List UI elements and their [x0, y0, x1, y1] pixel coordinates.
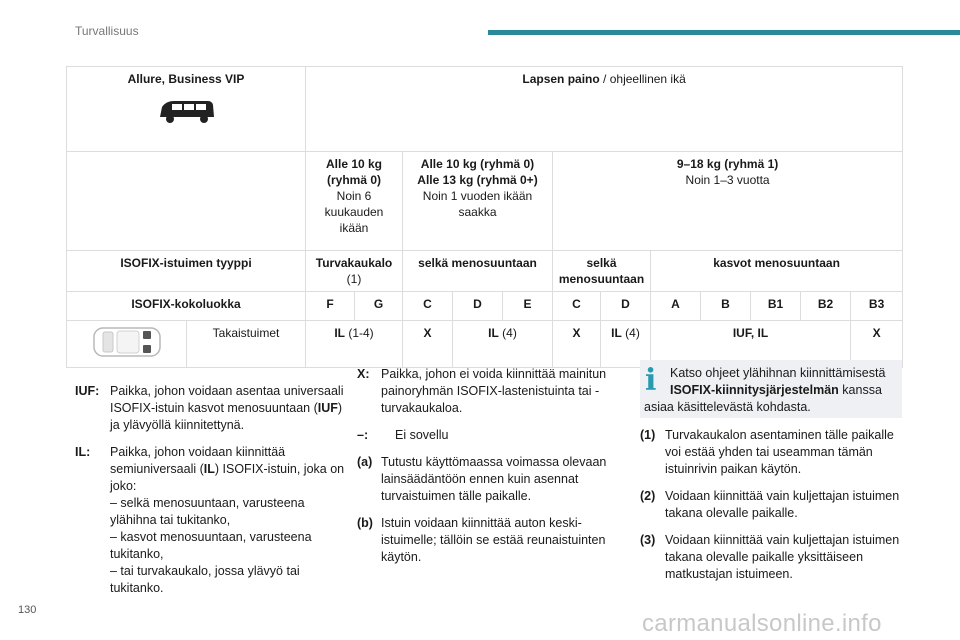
weight-header-rest: / ohjeellinen ikä — [599, 72, 686, 86]
class-value: B — [721, 297, 730, 311]
group-0-title: Alle 10 kg (ryhmä 0) — [325, 157, 383, 187]
definitions-column-2 — [357, 366, 629, 576]
page-number: 130 — [18, 604, 37, 616]
definitions-column-1 — [75, 383, 345, 607]
footnote-item — [640, 488, 902, 522]
class-cell — [651, 292, 701, 321]
value-bold: X — [572, 326, 581, 340]
info-icon: i — [645, 363, 657, 398]
group-0plus-title-1: Alle 10 kg (ryhmä 0) — [420, 157, 535, 171]
class-value: F — [326, 297, 334, 311]
definition-text — [110, 444, 345, 495]
value-bold: IL — [334, 326, 345, 340]
definition-term: –: — [357, 428, 369, 442]
watermark: carmanualsonline.info — [642, 610, 882, 637]
definition-item — [75, 444, 345, 597]
footnotes-column — [640, 427, 902, 593]
type-1-bold: Turvakaukalo — [315, 256, 393, 270]
class-value: D — [621, 297, 630, 311]
text-part: kanssa — [838, 383, 882, 397]
definition-item — [357, 427, 629, 444]
class-value: G — [373, 297, 384, 311]
type-3-bold: selkä menosuuntaan — [558, 256, 645, 286]
class-value: A — [671, 297, 680, 311]
type-cell-2 — [403, 251, 553, 292]
type-2-bold: selkä menosuuntaan — [418, 256, 537, 270]
class-cell — [851, 292, 903, 321]
group-0plus-title-2: Alle 13 kg (ryhmä 0+) — [417, 173, 538, 187]
text-part: Paikka, johon voidaan kiinnittää semiuniversaali ( — [110, 445, 286, 476]
class-value: C — [423, 297, 432, 311]
definition-term: (b) — [357, 516, 373, 530]
class-cell — [601, 292, 651, 321]
seat-diagram-cell — [67, 321, 187, 368]
value-note: (1-4) — [345, 326, 374, 340]
type-4-bold: kasvot menosuuntaan — [713, 256, 840, 270]
definition-text — [110, 383, 345, 434]
car-top-view-icon — [91, 325, 163, 359]
model-cell — [67, 67, 306, 152]
group-1-age: Noin 1–3 vuotta — [685, 173, 770, 187]
list-item: – kasvot menosuuntaan, varusteena tukitanko, — [110, 530, 312, 561]
info-text — [670, 365, 896, 399]
class-cell — [801, 292, 851, 321]
group-0plus-age: Noin 1 vuoden ikään saakka — [422, 189, 533, 219]
van-side-icon — [156, 97, 216, 127]
class-cell — [553, 292, 601, 321]
definition-text: Istuin voidaan kiinnittää auton keski-istuimelle; tällöin se estää reunaistuinten käytön. — [381, 516, 606, 564]
type-cell-4 — [651, 251, 903, 292]
definition-text: Ei sovellu — [395, 428, 449, 442]
definition-term: IUF: — [75, 384, 100, 398]
type-cell-3 — [553, 251, 651, 292]
class-label: ISOFIX-kokoluokka — [131, 297, 241, 311]
footnote-text: Voidaan kiinnittää vain kuljettajan istuimen takana olevalle paikalle yksittäiseen matkustajan istuimeen. — [665, 533, 900, 581]
list-item: – tai turvakaukalo, jossa ylävyö tai tukitanko. — [110, 564, 300, 595]
value-cell — [553, 321, 601, 368]
isofix-table — [66, 66, 903, 368]
class-cell — [355, 292, 403, 321]
definition-item — [357, 515, 629, 566]
class-label-cell — [67, 292, 306, 321]
footnote-text: Turvakaukalon asentaminen tälle paikalle voi estää yhden tai useamman tämän istuinrivin paikan käytön. — [665, 428, 894, 476]
text-part: Paikka, johon voidaan asentaa universaali ISOFIX-istuin kasvot menosuuntaan ( — [110, 384, 344, 415]
info-box — [640, 360, 902, 418]
class-cell — [453, 292, 503, 321]
value-bold: X — [423, 326, 432, 340]
value-bold: IUF, IL — [732, 326, 769, 340]
type-1-note: (1) — [346, 272, 362, 286]
text-part: Katso ohjeet ylähihnan kiinnittämisestä — [670, 366, 886, 380]
group-0plus-cell — [403, 152, 553, 251]
value-cell — [403, 321, 453, 368]
group-0-cell — [306, 152, 403, 251]
footnote-term: (1) — [640, 428, 656, 442]
definition-text: Paikka, johon ei voida kiinnittää mainitun painoryhmän ISOFIX-lastenistuinta tai -turvakaukaloa. — [381, 367, 607, 415]
class-value: E — [523, 297, 532, 311]
class-value: B3 — [868, 297, 885, 311]
value-cell — [306, 321, 403, 368]
definition-item — [357, 454, 629, 505]
class-cell — [306, 292, 355, 321]
type-cell-1 — [306, 251, 403, 292]
list-item: – selkä menosuuntaan, varusteena ylähihna tai tukitanko, — [110, 496, 305, 527]
definition-term: IL: — [75, 445, 91, 459]
class-value: D — [473, 297, 482, 311]
footnote-text: Voidaan kiinnittää vain kuljettajan istuimen takana olevalle paikalle. — [665, 489, 900, 520]
footnote-item — [640, 427, 902, 478]
footnote-item — [640, 532, 902, 583]
value-bold: IL — [488, 326, 499, 340]
text-part: ) ISOFIX-istuin, joka on joko: — [110, 462, 345, 493]
group-1-title: 9–18 kg (ryhmä 1) — [676, 157, 779, 171]
footnote-term: (2) — [640, 489, 656, 503]
class-cell — [751, 292, 801, 321]
value-note: (4) — [621, 326, 640, 340]
type-label: ISOFIX-istuimen tyyppi — [120, 256, 252, 270]
definition-item — [357, 366, 629, 417]
model-label: Allure, Business VIP — [127, 72, 245, 86]
value-bold: IL — [611, 326, 622, 340]
class-cell — [403, 292, 453, 321]
class-value: B2 — [817, 297, 834, 311]
definition-text: Tutustu käyttömaassa voimassa olevaan lainsäädäntöön ennen kuin asennat turvaistuimen tälle paikalle. — [381, 455, 607, 503]
value-cell — [453, 321, 553, 368]
section-header: Turvallisuus — [75, 24, 139, 38]
text-bold: IL — [203, 462, 215, 476]
text-bold: IUF — [317, 401, 338, 415]
class-value: C — [572, 297, 581, 311]
value-note: (4) — [498, 326, 517, 340]
weight-header-bold: Lapsen paino — [522, 72, 600, 86]
footnote-term: (3) — [640, 533, 656, 547]
type-label-cell — [67, 251, 306, 292]
group-0-age: Noin 6 kuukauden ikään — [324, 189, 384, 235]
seat-label: Takaistuimet — [212, 326, 280, 340]
weight-header-cell — [306, 67, 903, 152]
text-bold: ISOFIX-kiinnitysjärjestelmän — [670, 383, 839, 397]
class-value: B1 — [767, 297, 784, 311]
value-bold: X — [872, 326, 881, 340]
definition-term: X: — [357, 367, 370, 381]
header-accent-bar — [488, 30, 960, 35]
group-1-cell — [553, 152, 903, 251]
class-cell — [701, 292, 751, 321]
seat-label-cell — [187, 321, 306, 368]
info-text-line-2: asiaa käsittelevästä kohdasta. — [644, 400, 811, 414]
text-part: ) ja ylävyöllä kiinnitettynä. — [110, 401, 343, 432]
class-cell — [503, 292, 553, 321]
definition-item — [75, 383, 345, 434]
definition-term: (a) — [357, 455, 373, 469]
